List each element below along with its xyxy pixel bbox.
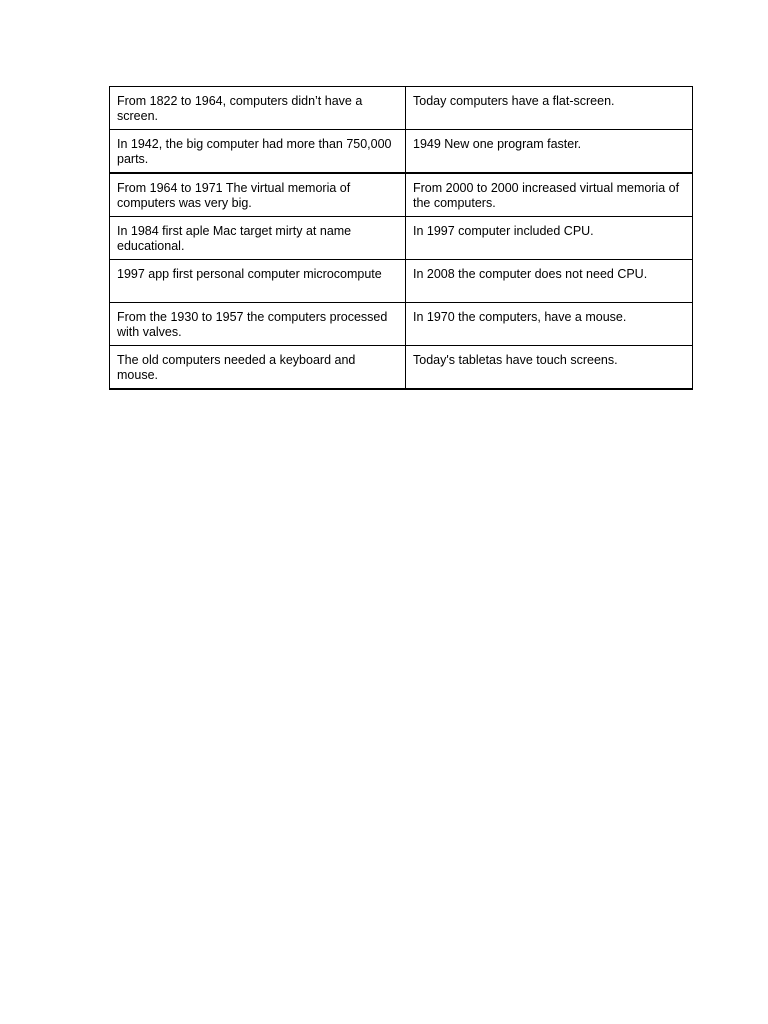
table-cell-right: From 2000 to 2000 increased virtual memoria of the computers. — [406, 173, 693, 217]
table-cell-right: In 2008 the computer does not need CPU. — [406, 260, 693, 303]
table-row — [110, 173, 693, 217]
table-cell-left: From 1964 to 1971 The virtual memoria of computers was very big. — [110, 173, 406, 217]
table-cell-right: Today's tabletas have touch screens. — [406, 346, 693, 390]
table-cell-left: 1997 app first personal computer microcompute — [110, 260, 406, 303]
table-cell-left: In 1942, the big computer had more than 750,000 parts. — [110, 130, 406, 174]
table-cell-right: In 1997 computer included CPU. — [406, 217, 693, 260]
computer-history-table — [109, 86, 693, 390]
table-row — [110, 346, 693, 390]
table-row — [110, 87, 693, 130]
table-row — [110, 217, 693, 260]
table-row — [110, 130, 693, 174]
table-row — [110, 260, 693, 303]
table-cell-right: Today computers have a flat-screen. — [406, 87, 693, 130]
table-cell-left: The old computers needed a keyboard and mouse. — [110, 346, 406, 390]
table-cell-right: 1949 New one program faster. — [406, 130, 693, 174]
table-row — [110, 303, 693, 346]
table-cell-right: In 1970 the computers, have a mouse. — [406, 303, 693, 346]
table-cell-left: In 1984 first aple Mac target mirty at name educational. — [110, 217, 406, 260]
table-cell-left: From 1822 to 1964, computers didn’t have a screen. — [110, 87, 406, 130]
table-cell-left: From the 1930 to 1957 the computers processed with valves. — [110, 303, 406, 346]
